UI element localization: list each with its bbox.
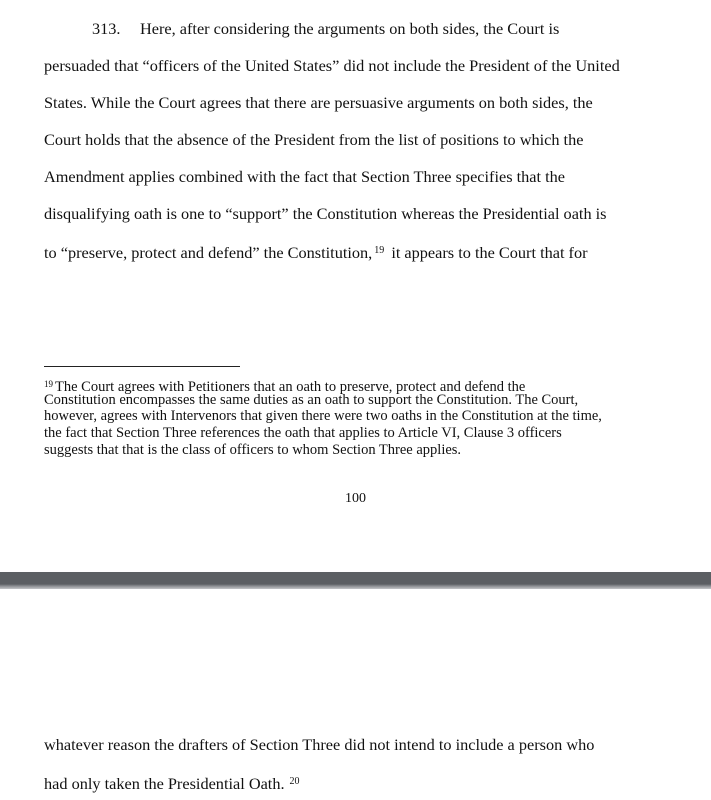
footnote-line-2: Constitution encompasses the same duties as an oath to support the Constitution. The Court,: [44, 392, 579, 408]
body-line-7: [44, 241, 588, 263]
body-line-next-2: [44, 772, 303, 794]
paragraph-number: 313.: [92, 19, 121, 38]
footnote-line-4: the fact that Section Three references the oath that applies to Article VI, Clause 3 officers: [44, 425, 562, 441]
footnote-text: The Court agrees with Petitioners that an oath to preserve, protect and defend the: [55, 379, 526, 395]
footnote-line-3: however, agrees with Intervenors that given there were two oaths in the Constitution at the time,: [44, 408, 602, 424]
body-line-2: persuaded that “officers of the United States” did not include the President of the United: [44, 56, 620, 75]
footnote-separator: [44, 366, 240, 367]
body-line-3: States. While the Court agrees that there are persuasive arguments on both sides, the: [44, 93, 593, 112]
body-text: to “preserve, protect and defend” the Constitution,: [44, 243, 373, 262]
body-line-next-1: whatever reason the drafters of Section Three did not intend to include a person who: [44, 735, 595, 754]
footnote-marker: 19: [44, 379, 53, 389]
footnote-reference-19[interactable]: 19: [374, 245, 385, 256]
body-text: Here, after considering the arguments on both sides, the Court is: [140, 19, 560, 38]
footnote-reference-20[interactable]: 20: [289, 776, 300, 787]
body-line-5: Amendment applies combined with the fact that Section Three specifies that the: [44, 167, 565, 186]
body-line-1: [44, 19, 559, 39]
page-number: 100: [345, 491, 366, 506]
body-text: had only taken the Presidential Oath.: [44, 774, 285, 793]
body-line-4: Court holds that the absence of the President from the list of positions to which the: [44, 130, 584, 149]
document-page-101: [0, 589, 711, 800]
body-line-6: disqualifying oath is one to “support” the Constitution whereas the Presidential oath is: [44, 204, 607, 223]
footnote-line-5: suggests that that is the class of officers to whom Section Three applies.: [44, 442, 462, 458]
body-text: it appears to the Court that for: [391, 243, 588, 262]
page-break-divider: [0, 572, 711, 589]
